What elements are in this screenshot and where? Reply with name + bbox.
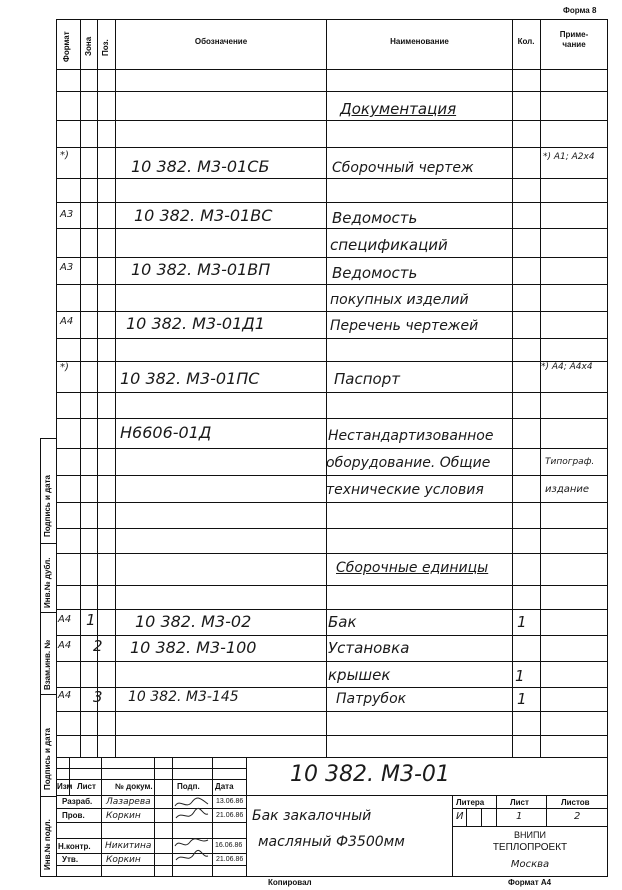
stamp-hdr-doc: № докум. [115,782,153,791]
form-label: Форма 8 [563,6,597,15]
stamp-person: Коркин [106,811,141,821]
row-name: Бак [328,613,357,631]
row-designation: 10 382. М3-01СБ [131,157,270,176]
row-line [56,635,608,636]
row-line [56,91,608,92]
row-line [56,585,608,586]
side-strip-line [40,543,56,544]
header-bottom [56,69,608,70]
stamp-line [101,757,102,877]
row-line [56,418,608,419]
col-header-name: Наименование [390,37,449,46]
row-line [56,120,608,121]
stamp-date: 13.06.86 [216,798,244,805]
row-format: А4 [58,614,72,625]
row-line [56,528,608,529]
stamp-hdr-sign: Подп. [177,782,200,791]
row-name: Нестандартизованное [328,428,494,444]
stamp-line [56,822,246,823]
side-label-vzam-inv: Взам.инв. № [43,639,52,690]
stamp-line [452,826,608,827]
stamp-line [56,768,246,769]
footer-copied: Копировал [268,878,312,887]
stamp-person: Лазарева [106,797,151,807]
row-line [56,502,608,503]
stamp-org-line1: ВНИПИ [514,830,546,840]
row-line [56,147,608,148]
side-label-inv-podl: Инв.№ подл. [43,819,52,870]
row-line [56,757,608,758]
stamp-date: 16.06.86 [215,842,243,849]
stamp-sheet-label: Лист [510,798,529,807]
row-name: Ведомость [332,209,418,227]
row-format: А3 [60,209,74,220]
side-strip-line [40,438,56,439]
row-qty: 1 [517,613,527,631]
row-format: А4 [58,690,72,701]
stamp-line [56,779,246,780]
row-line [56,202,608,203]
row-designation: 10 382. М3-02 [135,612,252,631]
stamp-line [154,757,155,877]
row-designation: 10 382. М3-145 [128,689,239,705]
row-designation: 10 382. М3-01ВС [134,206,273,225]
row-name: Ведомость [332,264,418,282]
stamp-line [56,838,246,839]
col-header-note: Приме- чание [559,30,589,49]
side-label-sign-date: Подпись и дата [43,728,52,790]
stamp-sheets-value: 2 [574,811,581,822]
row-qty: 1 [515,667,525,685]
frame-top [56,19,608,20]
stamp-line [246,757,247,877]
row-name: крышек [328,666,391,684]
side-label-inv-dubl: Инв.№ дубл. [43,557,52,608]
footer-format: Формат А4 [508,878,552,887]
col-line [80,19,81,757]
side-strip-line [40,694,56,695]
col-header-zone: Зона [84,36,93,56]
stamp-hdr-date: Дата [215,782,234,791]
section-title: Сборочные единицы [336,560,489,576]
row-line [56,338,608,339]
col-header-qty: Кол. [517,37,535,46]
row-name: спецификаций [330,236,448,254]
stamp-sheets-label: Листов [561,798,590,807]
row-name: Патрубок [336,691,407,707]
row-line [56,392,608,393]
stamp-line [56,853,246,854]
col-line [540,19,541,757]
stamp-date: 21.06.86 [216,812,244,819]
row-designation: 10 382. М3-01ПС [120,369,260,388]
row-line [56,311,608,312]
stamp-line [546,795,547,827]
stamp-line [466,808,467,826]
stamp-role: Утв. [62,855,79,864]
col-header-pos: Поз. [101,39,110,56]
row-line [56,553,608,554]
stamp-line [481,808,482,826]
stamp-line [56,808,246,809]
row-line [56,178,608,179]
row-line [56,284,608,285]
side-strip-line [40,612,56,613]
stamp-line [452,808,608,809]
stamp-role: Разраб. [62,797,93,806]
row-name: Сборочный чертеж [332,160,474,176]
row-line [56,448,608,449]
stamp-title-line2: масляный Ф3500мм [258,834,405,850]
stamp-hdr-izm: Изм [57,782,73,791]
stamp-line [212,757,213,877]
stamp-litera-label: Литера [456,798,485,807]
signature-marks [172,796,212,866]
row-qty: 1 [517,690,527,708]
stamp-person: Никитина [105,841,152,851]
row-designation: Н6606-01Д [120,423,212,442]
section-title: Документация [340,100,457,118]
stamp-hdr-list: Лист [77,782,96,791]
col-header-format: Формат [62,31,71,62]
col-line [512,19,513,757]
row-name: покупных изделий [330,292,469,308]
stamp-litera-value: И [456,811,464,822]
stamp-date: 21.06.86 [216,856,244,863]
row-name: оборудование. Общие [326,455,491,471]
row-line [56,475,608,476]
stamp-org-line2: ТЕПЛОПРОЕКТ [492,842,568,853]
stamp-person: Коркин [106,855,141,865]
row-designation: 10 382. М3-01ВП [131,260,271,279]
row-zone: 3 [93,688,103,706]
row-format: *) [60,150,69,161]
row-line [56,609,608,610]
side-strip-line [40,438,41,877]
row-line [56,361,608,362]
stamp-role: Н.контр. [58,842,91,851]
row-line [56,711,608,712]
col-line [115,19,116,757]
row-line [56,257,608,258]
side-strip-line [40,796,56,797]
row-note: Типограф. [545,457,595,467]
stamp-document-number: 10 382. М3-01 [290,762,450,787]
row-note: *) А1; А2х4 [543,152,595,162]
row-name: технические условия [326,482,484,498]
row-note: издание [545,484,590,495]
row-format: *) [60,362,69,373]
row-zone: 1 [86,611,96,629]
row-format: А4 [60,316,74,327]
stamp-sheet-value: 1 [516,811,523,822]
row-name: Перечень чертежей [330,318,479,334]
row-line [56,735,608,736]
stamp-line [56,865,246,866]
col-header-designation: Обозначение [194,37,248,46]
row-name: Установка [328,639,410,657]
row-note: *) А4; А4х4 [541,362,593,372]
stamp-line [496,795,497,827]
stamp-city: Москва [510,859,550,870]
row-line [56,661,608,662]
row-zone: 2 [93,637,103,655]
stamp-role: Пров. [62,811,85,820]
row-format: А3 [60,262,74,273]
side-label-sign-date: Подпись и дата [43,475,52,537]
stamp-title-line1: Бак закалочный [252,808,372,824]
row-designation: 10 382. М3-100 [130,638,257,657]
row-name: Паспорт [334,370,400,388]
row-designation: 10 382. М3-01Д1 [126,314,265,333]
row-line [56,228,608,229]
row-format: А4 [58,640,72,651]
